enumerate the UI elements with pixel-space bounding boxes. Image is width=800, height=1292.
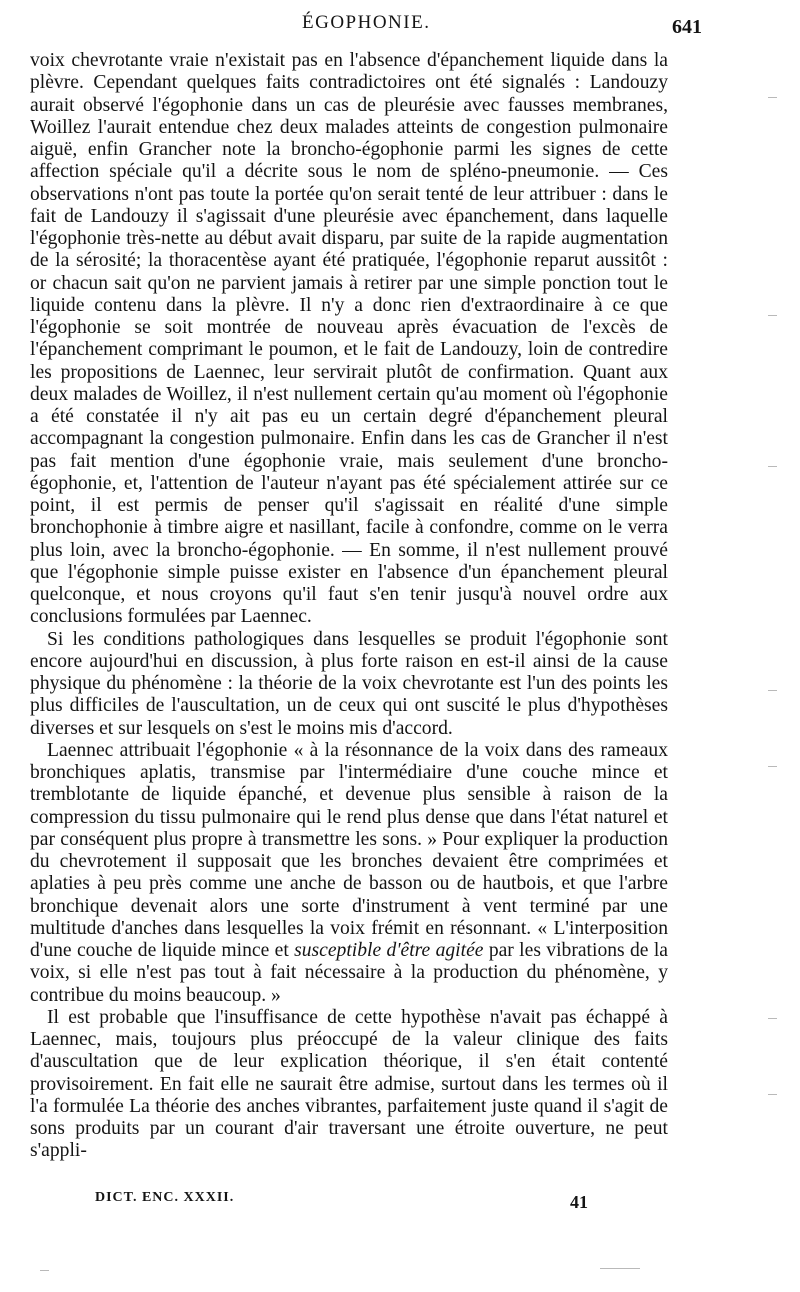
page-number: 641	[672, 16, 702, 38]
page-footer	[30, 1186, 670, 1216]
folio-number: 41	[570, 1192, 588, 1212]
text-run: Laennec attribuait l'égophonie « à la résonnance de la voix dans des rameaux bronchiques aplatis, transmise par l'intermédiaire d'une couche mince et tremblotante de liquide épanché, et devenue plus sensible à raison de la compression du tissu pulmonaire qui le rend plus dense que dans l'état naturel et par conséquent plus propre à transmettre les sons. » Pour expliquer la production du chevrotement il supposait que les bronches devaient être comprimées et aplaties à peu près comme une anche de basson ou de hautbois, et que l'arbre bronchique devenait alors une sorte d'instrument à vent terminé par une multitude d'anches dans lesquelles la voix frémit en résonnant. « L'interposition d'une couche de liquide mince et	[30, 739, 668, 961]
scan-mark	[768, 690, 777, 691]
paragraph	[30, 740, 668, 1007]
paragraph	[30, 50, 668, 629]
italic-text: susceptible d'être agitée	[294, 940, 484, 961]
scan-mark	[768, 315, 777, 316]
text-run: voix chevrotante vraie n'existait pas en l'absence d'épanchement liquide dans la plèvre. Cependant quelques faits contradictoires ont été signalés : Landouzy aurait observé l'égophonie dans un cas de pleurésie avec fausses membranes, Woillez l'aurait entendue chez deux malades atteints de congestion pulmonaire aiguë, enfin Grancher note la broncho-égophonie parmi les signes de cette affection spéciale qu'il a décrite sous le nom de spléno-pneumonie. — Ces observations n'ont pas toute la portée qu'on serait tenté de leur attribuer : dans le fait de Landouzy il s'agissait d'une pleurésie avec épanchement, dans laquelle l'égophonie très-nette au début avait disparu, par suite de la rapide augmentation de la sérosité; la thoracentèse ayant été pratiquée, l'égophonie reparut aussitôt : or chacun sait qu'on ne parvient jamais à retirer par une simple ponction tout le liquide contenu dans la plèvre. Il n'y a donc rien d'extraordinaire à ce que l'égophonie se soit montrée de nouveau après évacuation de l'excès de l'épanchement comprimant le poumon, et le fait de Landouzy, loin de contredire les propositions de Laennec, leur servirait plutôt de confirmation. Quant aux deux malades de Woillez, il n'est nullement certain qu'au moment où l'égophonie a été constatée il n'y ait pas eu un certain degré d'épanchement pleural accompagnant la congestion pulmonaire. Enfin dans les cas de Grancher il n'est pas fait mention d'une égophonie vraie, mais seulement d'une broncho-égophonie, et, l'attention de l'auteur n'ayant pas été spécialement attirée sur ce point, il est permis de penser qu'il s'agissait en réalité d'une simple bronchophonie à timbre aigre et nasillant, facile à confondre, comme on le verra plus loin, avec la broncho-égophonie. — En somme, il n'est nullement prouvé que l'égophonie simple puisse exister en l'absence d'un épanchement pleural quelconque, et nous croyons qu'il faut s'en tenir jusqu'à nouvel ordre aux conclusions formulées par Laennec.	[30, 50, 668, 628]
scan-mark	[768, 1018, 777, 1019]
running-title: ÉGOPHONIE.	[302, 12, 431, 33]
body-text	[30, 50, 668, 1163]
scan-mark	[768, 466, 777, 467]
signature-mark: DICT. ENC. XXXII.	[95, 1190, 235, 1205]
text-run: Si les conditions pathologiques dans lesquelles se produit l'égophonie sont encore aujourd'hui en discussion, à plus forte raison en est-il ainsi de la cause physique du phénomène : la théorie de la voix chevrotante est l'un des points les plus difficiles de l'auscultation, un de ceux qui ont suscité le plus d'hypothèses diverses et sur lesquels on s'est le moins mis d'accord.	[30, 628, 668, 739]
paragraph	[30, 629, 668, 740]
running-head	[30, 8, 702, 38]
scan-mark	[40, 1270, 49, 1271]
paragraph	[30, 1007, 668, 1163]
scan-mark	[768, 1094, 777, 1095]
scan-mark	[600, 1268, 640, 1269]
scan-mark	[768, 97, 777, 98]
text-run: par les vibrations de la voix, si elle n'est pas tout à fait nécessaire à la production du phénomène, y contribue du moins beaucoup. »	[30, 940, 668, 1006]
text-run: Il est probable que l'insuffisance de cette hypothèse n'avait pas échappé à Laennec, mais, toujours plus préoccupé de la valeur clinique des faits d'auscultation que de leur explication théorique, il s'en était contenté provisoirement. En fait elle ne saurait être admise, surtout dans les termes où il l'a formulée La théorie des anches vibrantes, parfaitement juste quand il s'agit de sons produits par un courant d'air traversant une étroite ouverture, ne peut s'appli-	[30, 1006, 668, 1162]
scan-mark	[768, 766, 777, 767]
